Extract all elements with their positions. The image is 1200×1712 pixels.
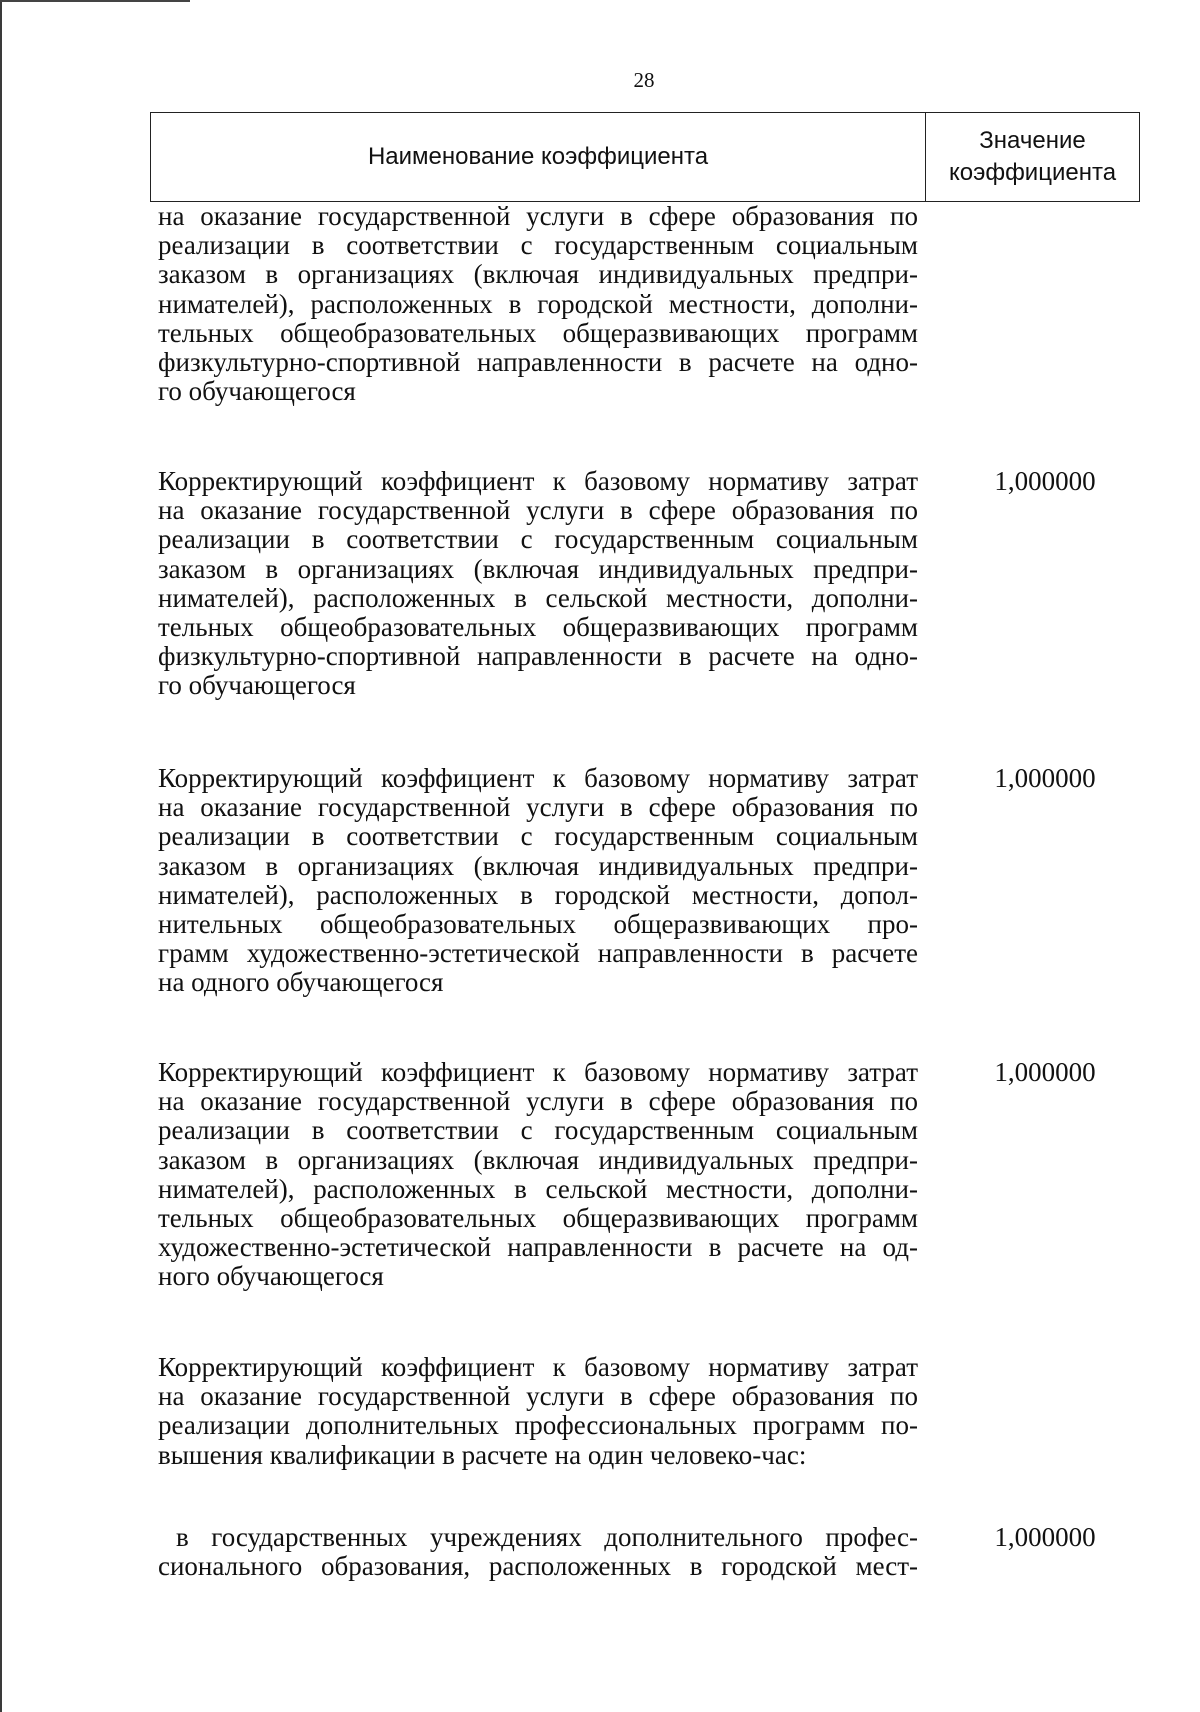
row-line: художественно-эстетической направленности в расчете на од- [158, 1232, 918, 1263]
row-line: на оказание государственной услуги в сфере образования по [158, 201, 918, 231]
row-line: заказом в организациях (включая индивидуальных предпри- [158, 850, 918, 881]
row-line: на одного обучающегося [158, 967, 444, 998]
row-line: реализации дополнительных профессиональных программ по- [158, 1410, 918, 1441]
row-line: реализации в соответствии с государственным социальным [158, 524, 918, 555]
row-line: го обучающегося [158, 670, 356, 701]
row-line: нимателей), расположенных в сельской местности, дополни- [158, 582, 918, 613]
row-line: тельных общеобразовательных общеразвивающих программ [158, 1203, 918, 1234]
coefficient-value-4: 1,000000 [994, 1057, 1096, 1087]
page-number: 28 [633, 68, 655, 92]
row-line: нимателей), расположенных в городской местности, дополни- [158, 288, 918, 319]
row-line: заказом в организациях (включая индивидуальных предпри- [158, 553, 918, 584]
row-line: физкультурно-спортивной направленности в расчете на одно- [158, 641, 918, 672]
row-line: тельных общеобразовательных общеразвивающих программ [158, 612, 918, 643]
row-line: ного обучающегося [158, 1261, 384, 1292]
row-line: грамм художественно-эстетической направленности в расчете [158, 938, 918, 969]
coefficient-row-4 [158, 1058, 918, 1292]
header-value-line1: Значение [979, 127, 1086, 154]
row-line: на оказание государственной услуги в сфере образования по [158, 1086, 918, 1117]
row-line: сионального образования, расположенных в городской мест- [158, 1551, 918, 1582]
scan-edge-top [0, 0, 190, 2]
row-line: Корректирующий коэффициент к базовому нормативу затрат [158, 1352, 918, 1382]
coefficient-row-1 [158, 202, 918, 406]
row-line: на оказание государственной услуги в сфере образования по [158, 495, 918, 526]
scan-edge-left [0, 0, 2, 1712]
row-line: заказом в организациях (включая индивидуальных предпри- [158, 1144, 918, 1175]
row-line: в государственных учреждениях дополнительного профес- [176, 1522, 918, 1552]
coefficient-value-2: 1,000000 [994, 466, 1096, 496]
row-line: на оказание государственной услуги в сфере образования по [158, 792, 918, 823]
coefficient-value-3: 1,000000 [994, 763, 1096, 793]
row-line: Корректирующий коэффициент к базовому нормативу затрат [158, 466, 918, 496]
table-header [150, 112, 1140, 202]
row-line: нимателей), расположенных в городской местности, допол- [158, 879, 918, 910]
row-line: тельных общеобразовательных общеразвивающих программ [158, 317, 918, 348]
row-line: Корректирующий коэффициент к базовому нормативу затрат [158, 1057, 918, 1087]
row-line: заказом в организациях (включая индивидуальных предпри- [158, 259, 918, 290]
row-line: на оказание государственной услуги в сфере образования по [158, 1381, 918, 1412]
row-line: реализации в соответствии с государственным социальным [158, 1115, 918, 1146]
row-line: реализации в соответствии с государственным социальным [158, 821, 918, 852]
row-line: физкультурно-спортивной направленности в расчете на одно- [158, 347, 918, 378]
coefficient-row-2 [158, 467, 918, 701]
coefficient-row-6 [158, 1523, 918, 1581]
row-line: реализации в соответствии с государственным социальным [158, 230, 918, 261]
row-line: Корректирующий коэффициент к базовому нормативу затрат [158, 763, 918, 793]
header-name-column: Наименование коэффициента [151, 113, 926, 201]
row-line: нительных общеобразовательных общеразвивающих про- [158, 909, 918, 940]
header-value-line2: коэффициента [948, 159, 1117, 186]
header-value-column [926, 113, 1139, 201]
row-line: го обучающегося [158, 376, 356, 407]
row-line: нимателей), расположенных в сельской местности, дополни- [158, 1173, 918, 1204]
coefficient-value-6: 1,000000 [994, 1522, 1096, 1552]
coefficient-row-3 [158, 764, 918, 998]
row-line: вышения квалификации в расчете на один человеко-час: [158, 1439, 807, 1470]
coefficient-row-5 [158, 1353, 918, 1470]
